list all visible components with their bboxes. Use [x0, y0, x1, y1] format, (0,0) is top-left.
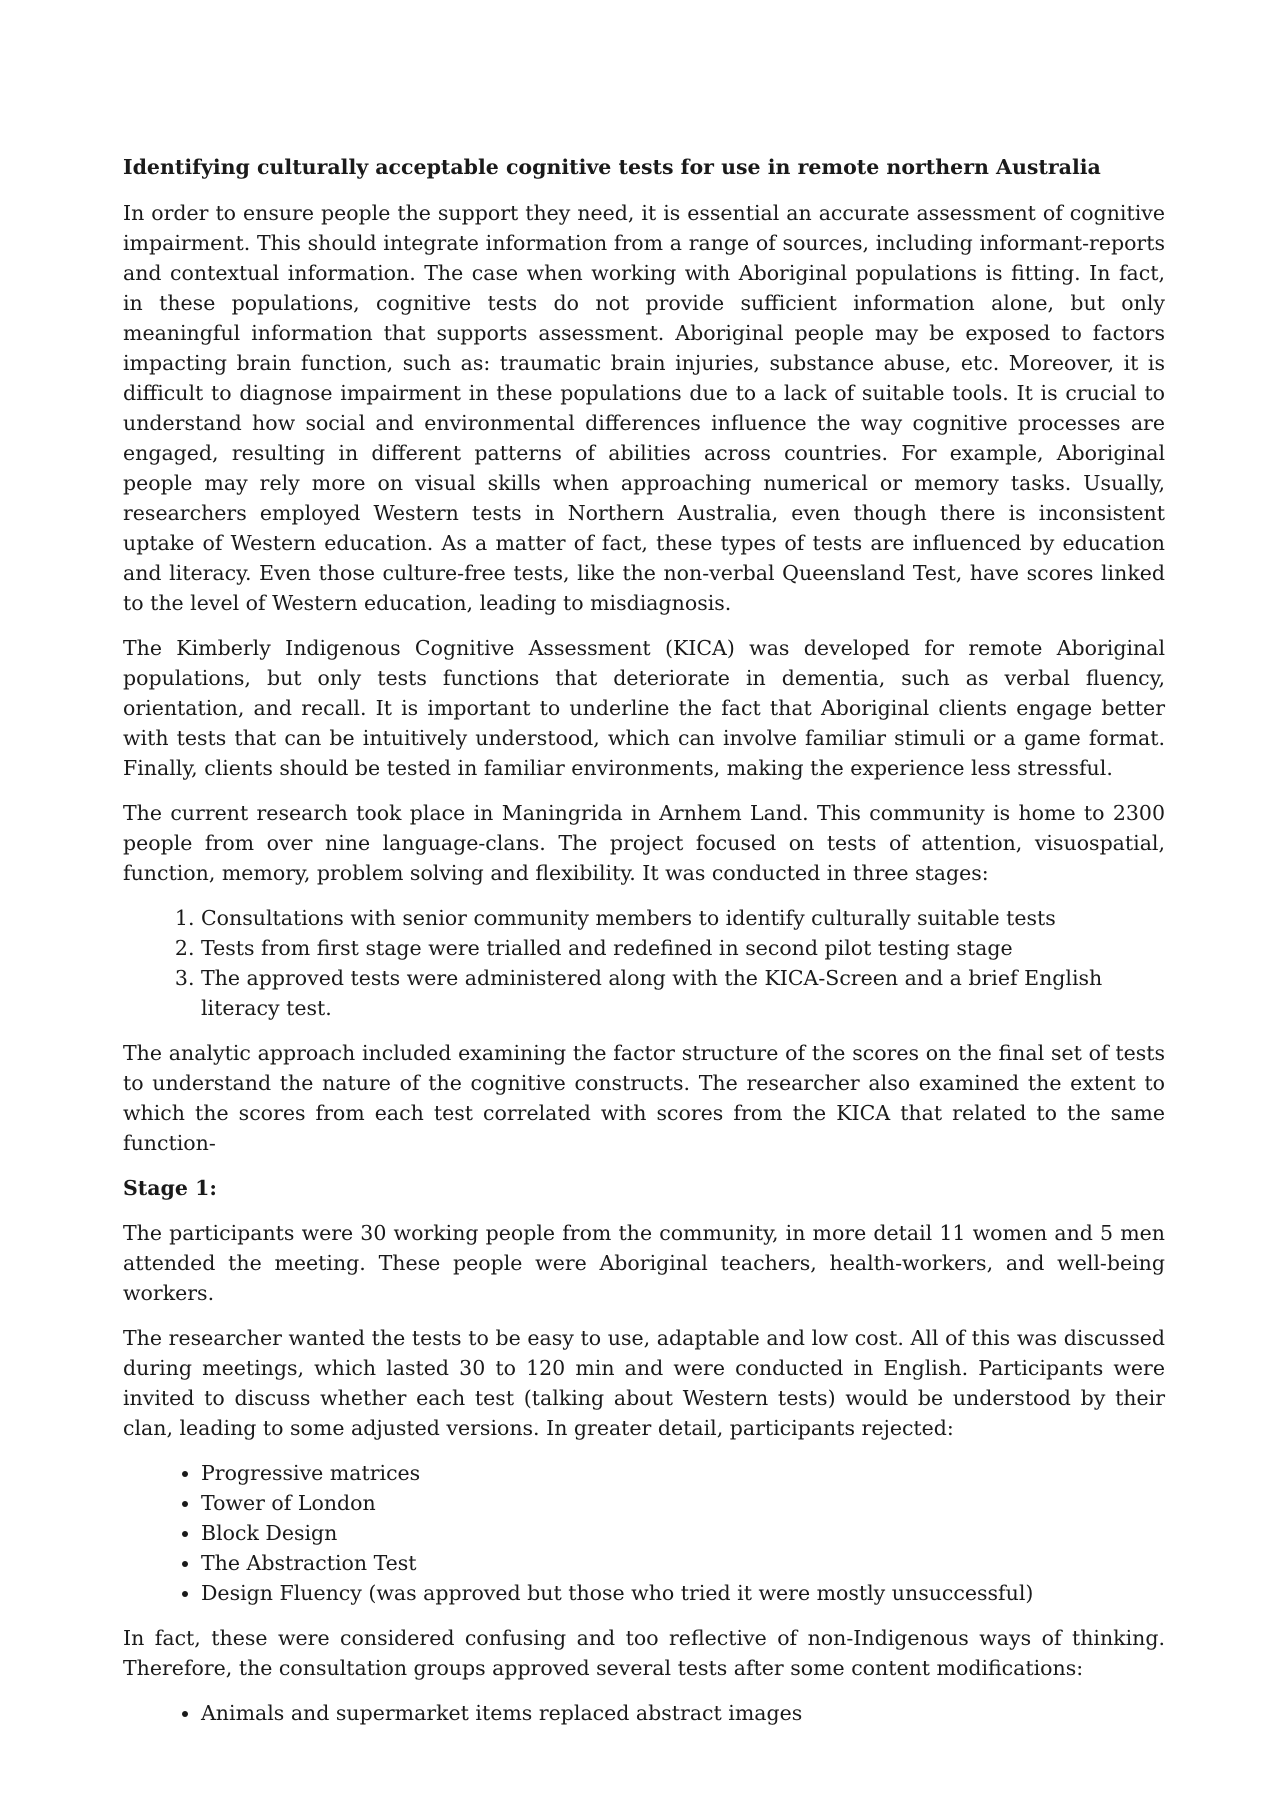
list-item: 3. The approved tests were administered along with the KICA-Screen and a brief English literacy test. [201, 963, 1165, 1023]
paragraph-stage1-2: The researcher wanted the tests to be easy to use, adaptable and low cost. All of this was discussed during meetings, which lasted 30 to 120 min and were conducted in English. Participants were invited to discuss whether each test (talking about Western tests) would be understood by their clan, leading to some adjusted versions. In greater detail, participants rejected: [123, 1326, 1165, 1440]
list-item: 2. Tests from first stage were trialled and redefined in second pilot testing stage [201, 933, 1165, 963]
document-page [123, 152, 1165, 1743]
list-item: • Animals and supermarket items replaced abstract images [201, 1698, 1165, 1728]
paragraph-intro-1: In order to ensure people the support they need, it is essential an accurate assessment of cognitive impairment. This should integrate information from a range of sources, including informant-reports and contextual information. The case when working with Aboriginal populations is fitting. In fact, in these populations, cognitive tests do not provide sufficient information alone, but only meaningful information that supports assessment. Aboriginal people may be exposed to factors impacting brain function, such as: traumatic brain injuries, substance abuse, etc. Moreover, it is difficult to diagnose impairment in these populations due to a lack of suitable tools. It is crucial to understand how social and environmental differences influence the way cognitive processes are engaged, resulting in different patterns of abilities across countries. For example, Aboriginal people may rely more on visual skills when approaching numerical or memory tasks. Usually, researchers employed Western tests in Northern Australia, even though there is inconsistent uptake of Western education. As a matter of fact, these types of tests are influenced by education and literacy. Even those culture-free tests, like the non-verbal Queensland Test, have scores linked to the level of Western education, leading to misdiagnosis. [123, 201, 1165, 615]
paragraph-analytic: The analytic approach included examining the factor structure of the scores on the final set of tests to understand the nature of the cognitive constructs. The researcher also examined the extent to which the scores from each test correlated with scores from the KICA that related to the same function- [123, 1041, 1165, 1155]
list-item: • Tower of London [201, 1488, 1165, 1518]
stage1-heading: Stage 1: [123, 1176, 217, 1200]
stages-list [123, 903, 1165, 1023]
paragraph-modifications: In fact, these were considered confusing and too reflective of non-Indigenous ways of thinking. Therefore, the consultation groups approved several tests after some content modifications: [123, 1626, 1165, 1680]
list-item: 1. Consultations with senior community members to identify culturally suitable tests [201, 903, 1165, 933]
paragraph-stage1-1: The participants were 30 working people from the community, in more detail 11 women and 5 men attended the meeting. These people were Aboriginal teachers, health-workers, and well-being workers. [123, 1221, 1165, 1305]
rejected-tests-list [123, 1458, 1165, 1608]
list-item: • Progressive matrices [201, 1458, 1165, 1488]
paragraph-intro-3: The current research took place in Maningrida in Arnhem Land. This community is home to 2300 people from over nine language-clans. The project focused on tests of attention, visuospatial, function, memory, problem solving and flexibility. It was conducted in three stages: [123, 801, 1165, 885]
list-item: • The Abstraction Test [201, 1548, 1165, 1578]
modifications-list [123, 1698, 1165, 1728]
paragraph-intro-2: The Kimberly Indigenous Cognitive Assessment (KICA) was developed for remote Aboriginal populations, but only tests functions that deteriorate in dementia, such as verbal fluency, orientation, and recall. It is important to underline the fact that Aboriginal clients engage better with tests that can be intuitively understood, which can involve familiar stimuli or a game format. Finally, clients should be tested in familiar environments, making the experience less stressful. [123, 636, 1165, 780]
list-item: • Design Fluency (was approved but those who tried it were mostly unsuccessful) [201, 1578, 1165, 1608]
document-title: Identifying culturally acceptable cognitive tests for use in remote northern Australia [123, 155, 1101, 179]
list-item: • Block Design [201, 1518, 1165, 1548]
